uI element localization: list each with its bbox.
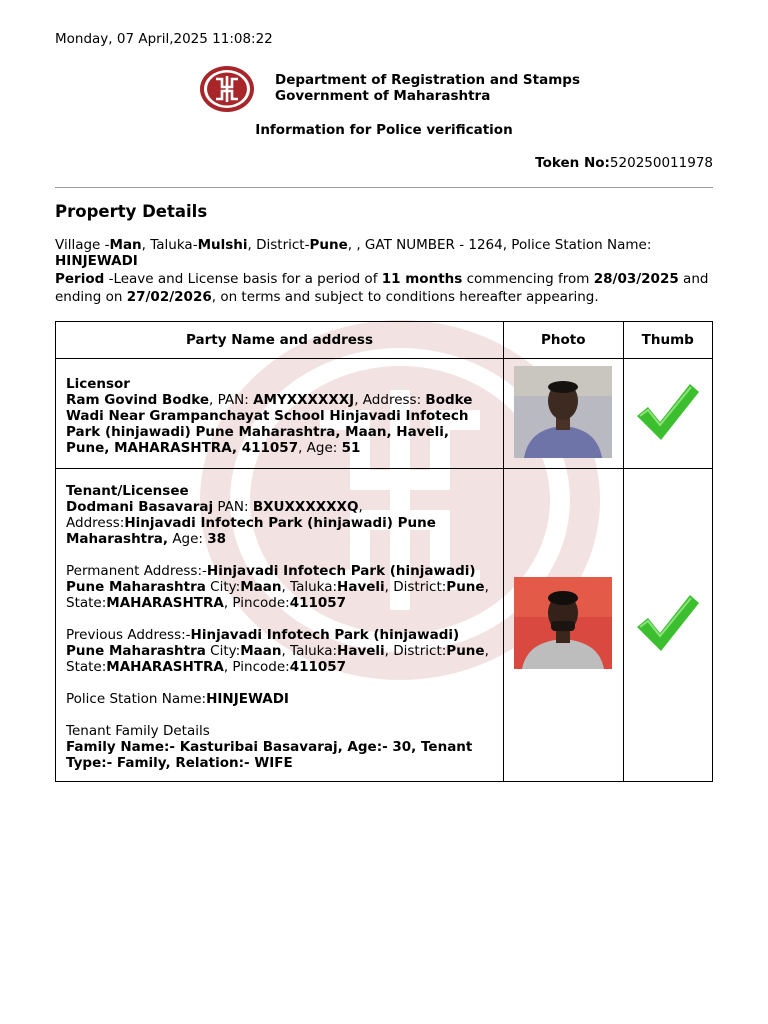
age-label: Age:: [168, 531, 208, 547]
period-details: [55, 270, 715, 306]
district-prefix: , District-: [247, 237, 310, 253]
property-location: [55, 237, 715, 269]
taluka-label: , Taluka:: [281, 579, 338, 595]
pan-label: , PAN:: [209, 391, 254, 408]
address-label: , Address:: [354, 391, 426, 408]
licensor-details: [56, 359, 504, 469]
district-label: , District:: [384, 579, 447, 595]
table-row-tenant: [56, 469, 713, 782]
previous-address-value: Hinjavadi Infotech Park (hinjawadi) Pune Maharashtra: [66, 627, 460, 659]
tenant-name: Dodmani Basavaraj: [66, 499, 214, 515]
city-value: Maan: [240, 643, 282, 659]
taluka-label: , Taluka:: [281, 643, 338, 659]
family-details: Family Name:- Kasturibai Basavaraj, Age:- 30, Tenant Type:- Family, Relation:- WIFE: [66, 739, 473, 771]
tenant-role: Tenant/Licensee: [66, 483, 189, 499]
licensor-address: Bodke Wadi Near Grampanchayat School Hinjavadi Infotech Park (hinjawadi) Pune Maharashtra, Maan, Haveli, Pune, MAHARASHTRA, 411057: [66, 391, 473, 456]
department-name: [275, 72, 580, 104]
tenant-thumb-cell: [623, 469, 712, 782]
period-text: commencing from: [462, 271, 594, 287]
pincode-label: , Pincode:: [223, 659, 290, 675]
district-label: , District:: [384, 643, 447, 659]
city-label: City:: [205, 579, 241, 595]
section-title: Property Details: [55, 202, 208, 221]
header-photo: Photo: [504, 322, 624, 359]
village-prefix: Village -: [55, 237, 110, 253]
district-value: Pune: [446, 579, 485, 595]
token-number: [535, 155, 713, 171]
tenant-address: Hinjavadi Infotech Park (hinjawadi) Pune Maharashtra,: [66, 515, 436, 547]
taluka: Mulshi: [197, 237, 248, 253]
taluka-value: Haveli: [337, 579, 385, 595]
licensor-name: Ram Govind Bodke: [66, 391, 210, 408]
period-text: and ending on: [55, 271, 709, 305]
police-station: HINJEWADI: [55, 253, 138, 269]
police-station-value: HINJEWADI: [206, 691, 289, 707]
village: Man: [109, 237, 142, 253]
licensor-thumb-cell: [623, 359, 712, 469]
token-value: 520250011978: [609, 155, 713, 171]
token-label: Token No:: [535, 155, 610, 171]
checkmark-icon: [635, 380, 701, 444]
city-value: Maan: [240, 579, 282, 595]
police-station-label: Police Station Name:: [66, 691, 207, 707]
permanent-address-value: Hinjavadi Infotech Park (hinjawadi) Pune Maharashtra: [66, 563, 476, 595]
party-table: [55, 321, 713, 782]
taluka-value: Haveli: [337, 643, 385, 659]
pincode-value: 411057: [289, 595, 347, 611]
tenant-age: 38: [207, 531, 227, 547]
family-details-label: Tenant Family Details: [66, 723, 210, 739]
checkmark-icon: [635, 591, 701, 655]
gat-number-text: , , GAT NUMBER - 1264, Police Station Name:: [347, 237, 652, 253]
igr-maharashtra-logo: [198, 64, 256, 114]
header-party: Party Name and address: [56, 322, 504, 359]
dept-line-1: Department of Registration and Stamps: [275, 72, 580, 88]
tenant-details: [56, 469, 504, 782]
page-title: Information for Police verification: [255, 122, 513, 138]
print-timestamp: Monday, 07 April,2025 11:08:22: [55, 31, 273, 47]
taluka-prefix: , Taluka-: [141, 237, 198, 253]
period-text: -Leave and License basis for a period of: [104, 271, 382, 287]
table-header-row: [56, 322, 713, 359]
period-start: 28/03/2025: [593, 271, 679, 287]
state-value: MAHARASHTRA: [106, 659, 224, 675]
header-thumb: Thumb: [623, 322, 712, 359]
state-label: , State:: [66, 579, 489, 611]
previous-address-label: Previous Address:-: [66, 627, 191, 643]
tenant-police-station: [66, 691, 493, 707]
age-label: , Age:: [298, 439, 342, 456]
district-value: Pune: [446, 643, 485, 659]
pan-label: PAN:: [213, 499, 253, 515]
period-text: , on terms and subject to conditions hereafter appearing.: [211, 289, 599, 305]
licensor-photo: [514, 366, 612, 458]
permanent-address: [66, 563, 493, 611]
pincode-value: 411057: [289, 659, 347, 675]
permanent-address-label: Permanent Address:-: [66, 563, 207, 579]
divider: [55, 187, 713, 188]
period-label: Period: [55, 271, 105, 287]
previous-address: [66, 627, 493, 675]
table-row-licensor: [56, 359, 713, 469]
licensor-photo-cell: [504, 359, 624, 469]
licensor-age: 51: [341, 439, 361, 456]
licensor-pan: AMYXXXXXXJ: [253, 391, 355, 408]
city-label: City:: [205, 643, 241, 659]
state-label: , State:: [66, 643, 489, 675]
period-end: 27/02/2026: [126, 289, 212, 305]
tenant-info: [66, 499, 493, 547]
tenant-photo-cell: [504, 469, 624, 782]
tenant-pan: BXUXXXXXXQ: [252, 499, 359, 515]
address-label: , Address:: [66, 499, 363, 531]
licensor-info: [66, 392, 493, 456]
period-duration: 11 months: [381, 271, 463, 287]
licensor-role: Licensor: [66, 375, 130, 392]
dept-line-2: Government of Maharashtra: [275, 88, 491, 104]
district: Pune: [309, 237, 348, 253]
pincode-label: , Pincode:: [223, 595, 290, 611]
state-value: MAHARASHTRA: [106, 595, 224, 611]
header: [198, 64, 618, 114]
tenant-photo: [514, 577, 612, 669]
